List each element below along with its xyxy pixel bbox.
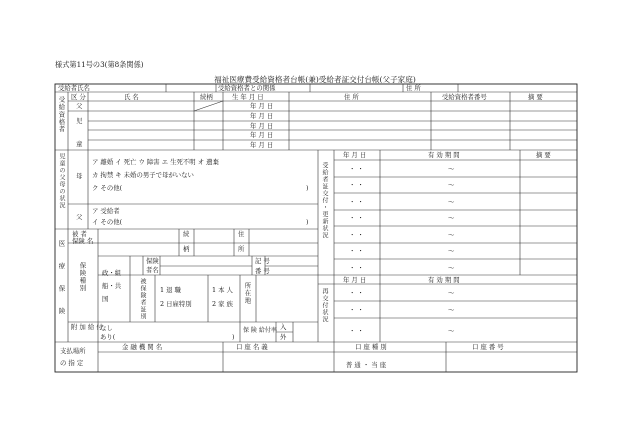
issue-side-label: 受給者証交付・更新状況	[321, 162, 328, 239]
form-number-label: 様式第11号の3(第8条関係)	[55, 60, 144, 69]
issue-period-2: 〜	[448, 181, 455, 189]
insurance-type-a: 政・組	[102, 269, 122, 277]
reissue-date-1: ・ ・	[349, 289, 364, 297]
benefit-rate-label: 保 険 給付率	[243, 327, 277, 334]
child-label-2: 童	[76, 140, 83, 148]
issue-date-7: ・ ・	[349, 264, 364, 272]
dob-cell-4: 年 月 日	[250, 131, 274, 139]
cert-option-2: 2 日雇特別	[160, 300, 192, 308]
dob-cell-1: 年 月 日	[250, 102, 274, 110]
issue-period-4: 〜	[448, 214, 455, 222]
insurer-label: 保険	[146, 257, 159, 265]
benefit-out-label: 外	[280, 333, 287, 341]
recipient-name-label: 受給者氏名	[58, 84, 90, 92]
dob-cell-5: 年 月 日	[250, 141, 274, 149]
issue-col-note: 摘 要	[536, 151, 551, 159]
relation-label: 受給資格者との関係	[218, 84, 276, 92]
account-type-value: 普 通 ・ 当 座	[346, 361, 387, 369]
parents-status-side-label: 児童の父母の状況	[58, 153, 65, 209]
issue-date-3: ・ ・	[349, 198, 364, 206]
col-address: 住 所	[344, 93, 359, 101]
reissue-date-2: ・ ・	[349, 306, 364, 314]
benefit-in-label: 入	[280, 323, 287, 331]
col-name: 氏 名	[124, 93, 139, 101]
mother-label: 母	[76, 172, 83, 180]
extra-benefit-none: なし	[100, 324, 113, 332]
insurance-type-label: 保険種別	[78, 262, 87, 292]
insured-relation-label-2: 柄	[183, 245, 190, 253]
issue-date-2: ・ ・	[349, 181, 364, 189]
self-option-2: 2 家 族	[212, 300, 233, 308]
extra-benefit-yes: あり(	[100, 333, 116, 341]
mother-options-2: カ 拘禁 キ 未婚の男子で母がいない	[92, 171, 194, 179]
insured-label-1: 被 者	[72, 230, 87, 238]
issue-date-5: ・ ・	[349, 231, 364, 239]
issue-period-7: 〜	[448, 264, 455, 272]
reissue-col-period: 有 効 期 間	[428, 276, 460, 284]
issue-period-1: 〜	[448, 165, 455, 173]
bank-name-label: 金 融 機 関 名	[122, 343, 163, 351]
symbol-label: 記 号	[255, 257, 270, 265]
account-name-label: 口 座 名 義	[236, 343, 268, 351]
father-options-2: イ その他(	[92, 218, 123, 226]
col-kubun: 区 分	[71, 93, 86, 101]
issue-date-6: ・ ・	[349, 247, 364, 255]
form-title: 福祉医療費受給資格者台帳(兼)受給者証交付台帳(父子家庭)	[214, 75, 416, 84]
reissue-date-3: ・ ・	[349, 327, 364, 335]
father-status-label: 父	[76, 213, 83, 221]
location-label: 所在地	[243, 282, 252, 305]
payment-label-2: の 指 定	[60, 359, 84, 367]
father-options-1: ア 受給者	[92, 207, 120, 215]
insured-address-label: 住	[238, 230, 245, 238]
insured-address-label-2: 所	[238, 245, 245, 253]
self-option-1: 1 本 人	[212, 286, 233, 294]
cert-option-1: 1 退 職	[160, 286, 181, 294]
child-label-1: 児	[76, 117, 83, 125]
reissue-period-3: 〜	[448, 327, 455, 335]
reissue-period-1: 〜	[448, 289, 455, 297]
mother-options-3: ク その他(	[92, 184, 123, 192]
account-number-label: 口 座 番 号	[472, 343, 504, 351]
col-dob: 生 年 月 日	[232, 93, 264, 101]
account-type-label: 口 座 種 別	[355, 343, 387, 351]
father-row-label: 父	[76, 102, 83, 110]
extra-benefit-close-paren: )	[232, 333, 235, 341]
number-label: 番 号	[255, 267, 270, 275]
mother-close-paren: )	[306, 184, 309, 192]
issue-col-period: 有 効 期 間	[428, 151, 460, 159]
col-note: 摘 要	[528, 93, 543, 101]
insurance-type-b: 船・共	[102, 282, 122, 290]
col-relation: 続柄	[200, 93, 213, 101]
mother-options-1: ア 離婚 イ 死亡 ウ 障害 エ 生死不明 オ 遺棄	[92, 158, 219, 166]
insurance-type-c: 国	[102, 295, 109, 303]
dob-cell-2: 年 月 日	[250, 112, 274, 120]
reissue-col-date: 年 月 日	[343, 276, 367, 284]
father-close-paren: )	[306, 218, 309, 226]
insurance-side-label: 医 療 保 険	[57, 240, 66, 321]
issue-period-6: 〜	[448, 247, 455, 255]
cert-type-label: 被保険者証別	[139, 278, 146, 320]
reissue-period-2: 〜	[448, 306, 455, 314]
insured-label-2: 保険 名	[72, 237, 94, 245]
issue-col-date: 年 月 日	[343, 151, 367, 159]
col-number: 受給資格者番号	[442, 93, 487, 101]
dob-cell-3: 年 月 日	[250, 122, 274, 130]
insurer-label-2: 者名	[146, 266, 159, 274]
reissue-side-label: 再交付状況	[321, 288, 328, 323]
issue-date-1: ・ ・	[349, 165, 364, 173]
extra-benefit-label: 附 加 給 付	[71, 323, 103, 331]
insured-relation-label: 続	[183, 230, 190, 238]
top-address-label: 住 所	[406, 84, 421, 92]
payment-label-1: 支払場所	[60, 347, 86, 355]
issue-period-3: 〜	[448, 198, 455, 206]
eligible-side-label: 受給資格者	[57, 96, 66, 133]
issue-period-5: 〜	[448, 231, 455, 239]
issue-date-4: ・ ・	[349, 214, 364, 222]
